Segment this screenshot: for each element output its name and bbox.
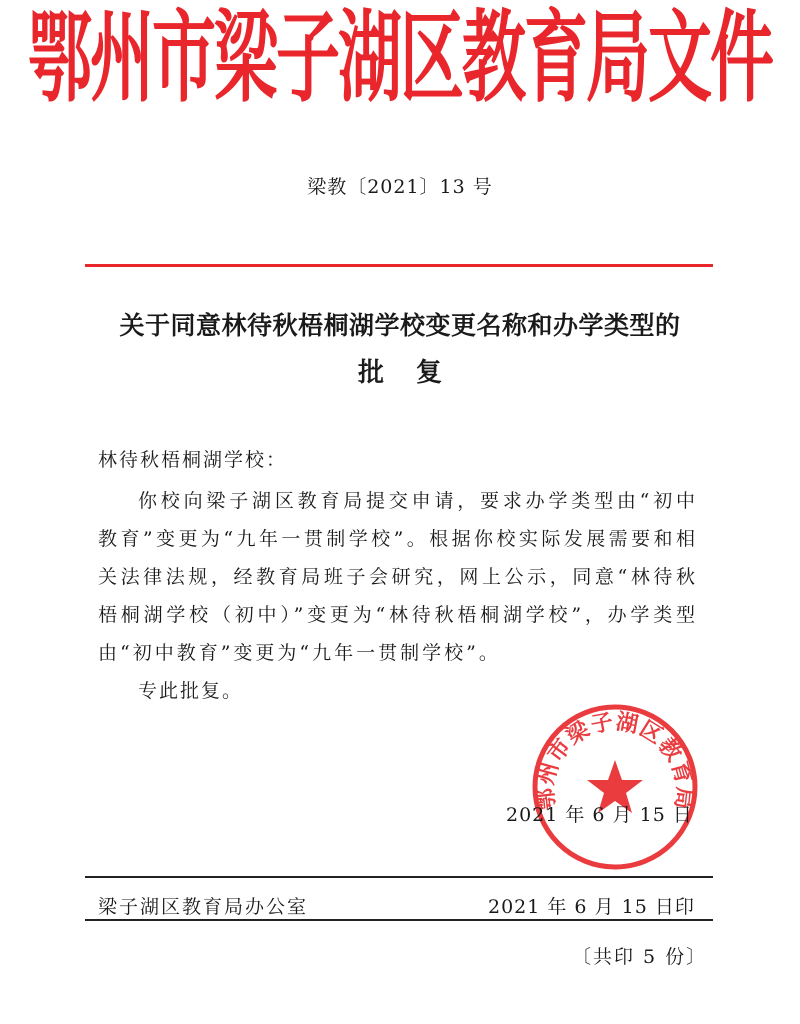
document-title-line1: 关于同意林待秋梧桐湖学校变更名称和办学类型的 bbox=[119, 311, 681, 340]
footer-top-rule bbox=[85, 876, 713, 878]
red-separator-line bbox=[85, 264, 713, 267]
document-number: 梁教〔2021〕13 号 bbox=[307, 176, 493, 198]
closing-text: 专此批复。 bbox=[138, 680, 244, 702]
signature-date: 2021 年 6 月 15 日 bbox=[506, 804, 693, 826]
official-seal-icon bbox=[530, 702, 700, 872]
seal-text: 鄂州市梁子湖区教育局 bbox=[533, 709, 697, 812]
print-date: 2021 年 6 月 15 日印 bbox=[488, 896, 695, 918]
document-title-line2: 批复 bbox=[357, 358, 474, 388]
body-paragraph: 你校向梁子湖区教育局提交申请，要求办学类型由“初中教育”变更为“九年一贯制学校”。根据你校实际发展需要和相关法律法规，经教育局班子会研究，网上公示，同意“林待秋梧桐湖学校（初中）”变更为“林待秋梧桐湖学校”，办学类型由“初中教育”变更为“九年一贯制学校”。 bbox=[98, 490, 698, 664]
document-masthead: 鄂州市梁子湖区教育局文件 bbox=[28, 2, 772, 117]
footer-bottom-rule bbox=[85, 919, 713, 921]
copies-count: 〔共印 5 份〕 bbox=[572, 946, 708, 968]
salutation: 林待秋梧桐湖学校： bbox=[98, 449, 288, 471]
issuing-office: 梁子湖区教育局办公室 bbox=[98, 896, 309, 918]
